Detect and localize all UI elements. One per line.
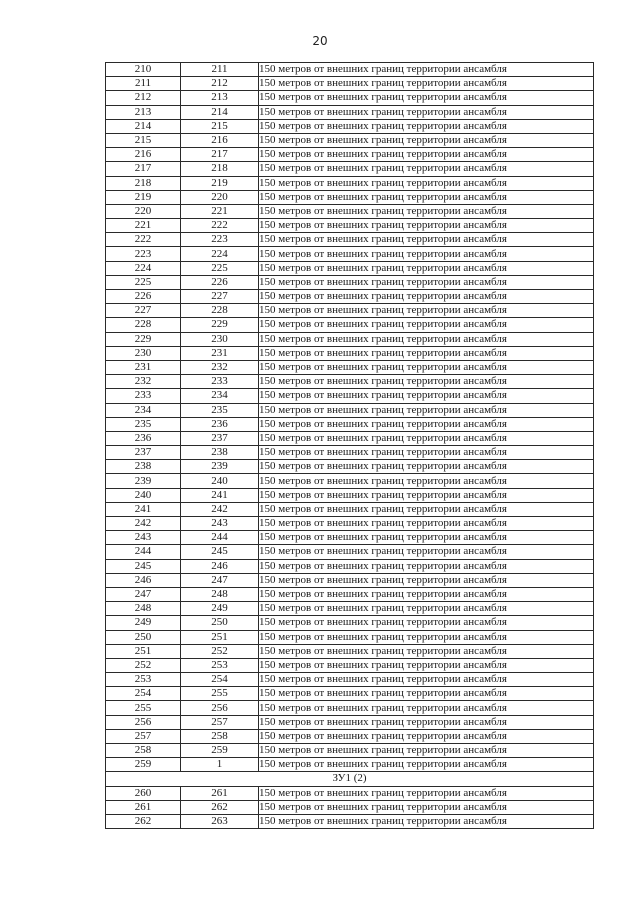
point-to-cell: 216 <box>181 133 259 147</box>
description-cell: 150 метров от внешних границ территории ансамбля <box>259 658 594 672</box>
point-from-cell: 240 <box>106 488 181 502</box>
description-cell: 150 метров от внешних границ территории ансамбля <box>259 800 594 814</box>
point-from-cell: 224 <box>106 261 181 275</box>
point-from-cell: 248 <box>106 602 181 616</box>
point-to-cell: 239 <box>181 460 259 474</box>
description-cell: 150 метров от внешних границ территории ансамбля <box>259 446 594 460</box>
table-row <box>106 673 594 687</box>
point-to-cell: 254 <box>181 673 259 687</box>
point-to-cell: 244 <box>181 531 259 545</box>
description-cell: 150 метров от внешних границ территории ансамбля <box>259 573 594 587</box>
point-to-cell: 251 <box>181 630 259 644</box>
table-row <box>106 148 594 162</box>
table-row <box>106 616 594 630</box>
table-row <box>106 403 594 417</box>
point-from-cell: 223 <box>106 247 181 261</box>
description-cell: 150 метров от внешних границ территории ансамбля <box>259 431 594 445</box>
description-cell: 150 метров от внешних границ территории ансамбля <box>259 630 594 644</box>
description-cell: 150 метров от внешних границ территории ансамбля <box>259 403 594 417</box>
description-cell: 150 метров от внешних границ территории ансамбля <box>259 176 594 190</box>
point-to-cell: 230 <box>181 332 259 346</box>
point-to-cell: 237 <box>181 431 259 445</box>
point-from-cell: 239 <box>106 474 181 488</box>
point-from-cell: 238 <box>106 460 181 474</box>
point-from-cell: 230 <box>106 346 181 360</box>
point-to-cell: 253 <box>181 658 259 672</box>
table-row <box>106 360 594 374</box>
description-cell: 150 метров от внешних границ территории ансамбля <box>259 162 594 176</box>
description-cell: 150 метров от внешних границ территории ансамбля <box>259 474 594 488</box>
description-cell: 150 метров от внешних границ территории ансамбля <box>259 63 594 77</box>
point-from-cell: 250 <box>106 630 181 644</box>
description-cell: 150 метров от внешних границ территории ансамбля <box>259 77 594 91</box>
point-from-cell: 214 <box>106 119 181 133</box>
point-from-cell: 262 <box>106 814 181 828</box>
point-to-cell: 220 <box>181 190 259 204</box>
point-to-cell: 258 <box>181 729 259 743</box>
point-to-cell: 232 <box>181 360 259 374</box>
description-cell: 150 метров от внешних границ территории ансамбля <box>259 332 594 346</box>
table-row <box>106 119 594 133</box>
point-to-cell: 224 <box>181 247 259 261</box>
description-cell: 150 метров от внешних границ территории ансамбля <box>259 701 594 715</box>
point-from-cell: 236 <box>106 431 181 445</box>
point-to-cell: 212 <box>181 77 259 91</box>
point-from-cell: 222 <box>106 233 181 247</box>
table-row <box>106 176 594 190</box>
description-cell: 150 метров от внешних границ территории ансамбля <box>259 602 594 616</box>
table-row <box>106 261 594 275</box>
description-cell: 150 метров от внешних границ территории ансамбля <box>259 786 594 800</box>
point-from-cell: 221 <box>106 219 181 233</box>
point-from-cell: 255 <box>106 701 181 715</box>
point-from-cell: 247 <box>106 587 181 601</box>
description-cell: 150 метров от внешних границ территории ансамбля <box>259 346 594 360</box>
table-row <box>106 332 594 346</box>
point-from-cell: 211 <box>106 77 181 91</box>
table-row <box>106 587 594 601</box>
table-row <box>106 204 594 218</box>
table-row <box>106 389 594 403</box>
point-to-cell: 249 <box>181 602 259 616</box>
point-to-cell: 221 <box>181 204 259 218</box>
point-from-cell: 227 <box>106 304 181 318</box>
point-to-cell: 247 <box>181 573 259 587</box>
description-cell: 150 метров от внешних границ территории ансамбля <box>259 559 594 573</box>
point-from-cell: 218 <box>106 176 181 190</box>
table-row <box>106 602 594 616</box>
point-from-cell: 210 <box>106 63 181 77</box>
point-to-cell: 240 <box>181 474 259 488</box>
point-to-cell: 248 <box>181 587 259 601</box>
point-to-cell: 236 <box>181 417 259 431</box>
description-cell: 150 метров от внешних границ территории ансамбля <box>259 360 594 374</box>
table-row <box>106 644 594 658</box>
table-row <box>106 630 594 644</box>
description-cell: 150 метров от внешних границ территории ансамбля <box>259 318 594 332</box>
point-to-cell: 231 <box>181 346 259 360</box>
description-cell: 150 метров от внешних границ территории ансамбля <box>259 545 594 559</box>
section-label: ЗУ1 (2) <box>106 772 594 786</box>
description-cell: 150 метров от внешних границ территории ансамбля <box>259 148 594 162</box>
point-to-cell: 219 <box>181 176 259 190</box>
point-from-cell: 254 <box>106 687 181 701</box>
description-cell: 150 метров от внешних границ территории ансамбля <box>259 190 594 204</box>
description-cell: 150 метров от внешних границ территории ансамбля <box>259 275 594 289</box>
point-from-cell: 217 <box>106 162 181 176</box>
point-to-cell: 241 <box>181 488 259 502</box>
point-from-cell: 246 <box>106 573 181 587</box>
table-row <box>106 133 594 147</box>
point-to-cell: 242 <box>181 502 259 516</box>
point-to-cell: 257 <box>181 715 259 729</box>
description-cell: 150 метров от внешних границ территории ансамбля <box>259 616 594 630</box>
point-from-cell: 229 <box>106 332 181 346</box>
description-cell: 150 метров от внешних границ территории ансамбля <box>259 417 594 431</box>
point-from-cell: 249 <box>106 616 181 630</box>
table-row <box>106 318 594 332</box>
point-from-cell: 235 <box>106 417 181 431</box>
point-to-cell: 255 <box>181 687 259 701</box>
table-row <box>106 488 594 502</box>
point-to-cell: 233 <box>181 375 259 389</box>
description-cell: 150 метров от внешних границ территории ансамбля <box>259 460 594 474</box>
section-row <box>106 772 594 786</box>
point-from-cell: 237 <box>106 446 181 460</box>
page-number: 20 <box>312 34 328 48</box>
point-from-cell: 220 <box>106 204 181 218</box>
description-cell: 150 метров от внешних границ территории ансамбля <box>259 233 594 247</box>
point-from-cell: 258 <box>106 744 181 758</box>
table-row <box>106 375 594 389</box>
table-row <box>106 190 594 204</box>
point-from-cell: 252 <box>106 658 181 672</box>
point-from-cell: 232 <box>106 375 181 389</box>
description-cell: 150 метров от внешних границ территории ансамбля <box>259 375 594 389</box>
point-to-cell: 225 <box>181 261 259 275</box>
point-to-cell: 261 <box>181 786 259 800</box>
point-from-cell: 260 <box>106 786 181 800</box>
table-row <box>106 474 594 488</box>
description-cell: 150 метров от внешних границ территории ансамбля <box>259 304 594 318</box>
table-row <box>106 290 594 304</box>
point-to-cell: 234 <box>181 389 259 403</box>
description-cell: 150 метров от внешних границ территории ансамбля <box>259 261 594 275</box>
table-row <box>106 786 594 800</box>
table-row <box>106 502 594 516</box>
description-cell: 150 метров от внешних границ территории ансамбля <box>259 644 594 658</box>
table-row <box>106 701 594 715</box>
point-from-cell: 256 <box>106 715 181 729</box>
description-cell: 150 метров от внешних границ территории ансамбля <box>259 389 594 403</box>
point-to-cell: 259 <box>181 744 259 758</box>
description-cell: 150 метров от внешних границ территории ансамбля <box>259 247 594 261</box>
table-body <box>106 63 594 829</box>
table-row <box>106 233 594 247</box>
point-from-cell: 245 <box>106 559 181 573</box>
point-to-cell: 245 <box>181 545 259 559</box>
point-to-cell: 226 <box>181 275 259 289</box>
description-cell: 150 метров от внешних границ территории ансамбля <box>259 488 594 502</box>
table-row <box>106 573 594 587</box>
point-from-cell: 216 <box>106 148 181 162</box>
point-from-cell: 226 <box>106 290 181 304</box>
boundary-table <box>105 62 594 829</box>
description-cell: 150 метров от внешних границ территории ансамбля <box>259 105 594 119</box>
point-from-cell: 242 <box>106 517 181 531</box>
table-row <box>106 346 594 360</box>
description-cell: 150 метров от внешних границ территории ансамбля <box>259 119 594 133</box>
table-row <box>106 744 594 758</box>
point-to-cell: 222 <box>181 219 259 233</box>
point-from-cell: 215 <box>106 133 181 147</box>
point-from-cell: 257 <box>106 729 181 743</box>
description-cell: 150 метров от внешних границ территории ансамбля <box>259 91 594 105</box>
point-from-cell: 253 <box>106 673 181 687</box>
point-from-cell: 259 <box>106 758 181 772</box>
description-cell: 150 метров от внешних границ территории ансамбля <box>259 758 594 772</box>
description-cell: 150 метров от внешних границ территории ансамбля <box>259 587 594 601</box>
point-to-cell: 214 <box>181 105 259 119</box>
description-cell: 150 метров от внешних границ территории ансамбля <box>259 744 594 758</box>
table-row <box>106 417 594 431</box>
point-to-cell: 243 <box>181 517 259 531</box>
point-to-cell: 256 <box>181 701 259 715</box>
table-row <box>106 105 594 119</box>
point-from-cell: 219 <box>106 190 181 204</box>
table-row <box>106 431 594 445</box>
table-row <box>106 545 594 559</box>
description-cell: 150 метров от внешних границ территории ансамбля <box>259 531 594 545</box>
point-to-cell: 235 <box>181 403 259 417</box>
description-cell: 150 метров от внешних границ территории ансамбля <box>259 204 594 218</box>
table-row <box>106 162 594 176</box>
table-row <box>106 658 594 672</box>
description-cell: 150 метров от внешних границ территории ансамбля <box>259 517 594 531</box>
point-to-cell: 218 <box>181 162 259 176</box>
point-from-cell: 212 <box>106 91 181 105</box>
table-row <box>106 559 594 573</box>
point-from-cell: 213 <box>106 105 181 119</box>
table-row <box>106 800 594 814</box>
point-to-cell: 228 <box>181 304 259 318</box>
table-row <box>106 729 594 743</box>
table-row <box>106 91 594 105</box>
table-row <box>106 77 594 91</box>
point-from-cell: 261 <box>106 800 181 814</box>
table-row <box>106 715 594 729</box>
point-to-cell: 217 <box>181 148 259 162</box>
point-to-cell: 215 <box>181 119 259 133</box>
table-row <box>106 446 594 460</box>
table-row <box>106 275 594 289</box>
table-row <box>106 517 594 531</box>
description-cell: 150 метров от внешних границ территории ансамбля <box>259 729 594 743</box>
table-row <box>106 304 594 318</box>
description-cell: 150 метров от внешних границ территории ансамбля <box>259 715 594 729</box>
table-row <box>106 63 594 77</box>
point-from-cell: 234 <box>106 403 181 417</box>
point-from-cell: 241 <box>106 502 181 516</box>
point-to-cell: 229 <box>181 318 259 332</box>
description-cell: 150 метров от внешних границ территории ансамбля <box>259 814 594 828</box>
description-cell: 150 метров от внешних границ территории ансамбля <box>259 502 594 516</box>
point-from-cell: 244 <box>106 545 181 559</box>
point-to-cell: 252 <box>181 644 259 658</box>
point-to-cell: 246 <box>181 559 259 573</box>
point-from-cell: 228 <box>106 318 181 332</box>
point-from-cell: 225 <box>106 275 181 289</box>
description-cell: 150 метров от внешних границ территории ансамбля <box>259 133 594 147</box>
point-from-cell: 243 <box>106 531 181 545</box>
table-row <box>106 531 594 545</box>
point-from-cell: 233 <box>106 389 181 403</box>
description-cell: 150 метров от внешних границ территории ансамбля <box>259 687 594 701</box>
point-to-cell: 263 <box>181 814 259 828</box>
table-row <box>106 758 594 772</box>
description-cell: 150 метров от внешних границ территории ансамбля <box>259 219 594 233</box>
description-cell: 150 метров от внешних границ территории ансамбля <box>259 290 594 304</box>
description-cell: 150 метров от внешних границ территории ансамбля <box>259 673 594 687</box>
table-row <box>106 687 594 701</box>
point-to-cell: 211 <box>181 63 259 77</box>
point-to-cell: 213 <box>181 91 259 105</box>
point-to-cell: 262 <box>181 800 259 814</box>
table-row <box>106 247 594 261</box>
point-to-cell: 238 <box>181 446 259 460</box>
point-from-cell: 251 <box>106 644 181 658</box>
point-to-cell: 227 <box>181 290 259 304</box>
point-from-cell: 231 <box>106 360 181 374</box>
point-to-cell: 223 <box>181 233 259 247</box>
point-to-cell: 250 <box>181 616 259 630</box>
table-row <box>106 219 594 233</box>
table-row <box>106 814 594 828</box>
table-row <box>106 460 594 474</box>
point-to-cell: 1 <box>181 758 259 772</box>
